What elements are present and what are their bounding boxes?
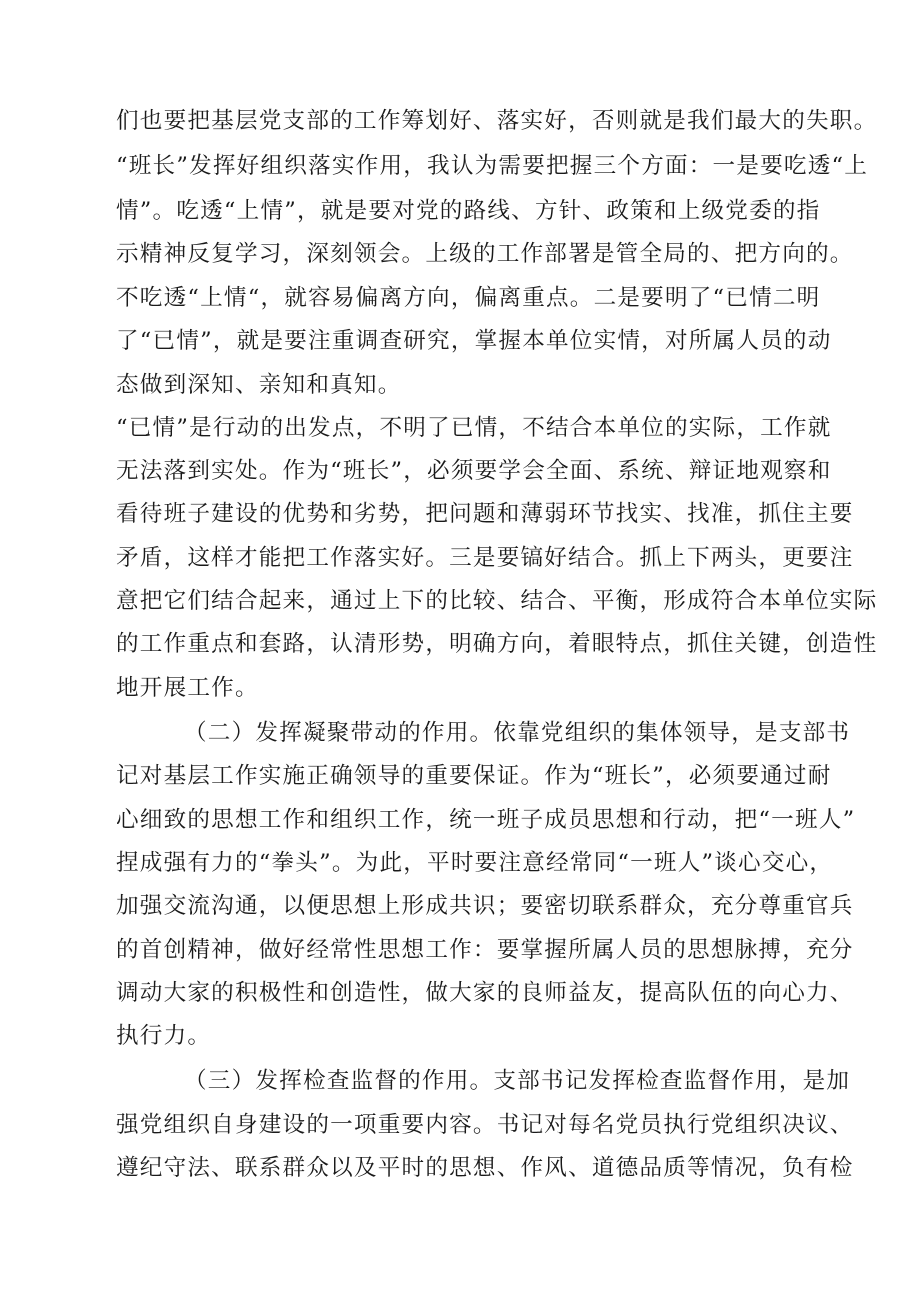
text-line: 调动大家的积极性和创造性，做大家的良师益友，提高队伍的向心力、 (116, 980, 854, 1006)
text-line: 强党组织自身建设的一项重要内容。书记对每名党员执行党组织决议、 (116, 1112, 854, 1138)
text-line: 意把它们结合起来，通过上下的比较、结合、平衡，形成符合本单位实际 (116, 588, 878, 614)
text-line: “已情”是行动的出发点，不明了已情，不结合本单位的实际，工作就 (116, 415, 832, 441)
text-line: 的首创精神，做好经常性思想工作：要掌握所属人员的思想脉搏，充分 (116, 937, 854, 963)
text-line: 态做到深知、亲知和真知。 (116, 372, 402, 398)
text-line: 了“已情”，就是要注重调查研究，掌握本单位实情，对所属人员的动 (116, 328, 832, 354)
text-line: 无法落到实处。作为“班长”，必须要学会全面、系统、辩证地观察和 (116, 458, 832, 484)
text-line: 执行力。 (116, 1023, 212, 1049)
text-line: 地开展工作。 (116, 675, 259, 701)
text-line: 遵纪守法、联系群众以及平时的思想、作风、道德品质等情况，负有检 (116, 1155, 854, 1181)
text-line: 看待班子建设的优势和劣势，把问题和薄弱环节找实、找准，抓住主要 (116, 501, 854, 527)
text-line: 的工作重点和套路，认清形势，明确方向，着眼特点，抓住关键，创造性 (116, 631, 878, 657)
paragraph-heading-3: （三）发挥检查监督的作用。支部书记发挥检查监督作用，是加 (184, 1068, 851, 1094)
text-line: 不吃透“上情“，就容易偏离方向，偏离重点。二是要明了“已情二明 (116, 285, 821, 311)
text-line: 加强交流沟通，以便思想上形成共识；要密切联系群众，充分尊重官兵 (116, 893, 854, 919)
text-line: 捏成强有力的“拳头”。为此，平时要注意经常同“一班人”谈心交心， (116, 850, 834, 876)
text-line: 们也要把基层党支部的工作筹划好、落实好，否则就是我们最大的失职。 (116, 108, 878, 134)
text-line: “班长”发挥好组织落实作用，我认为需要把握三个方面：一是要吃透“上 (116, 153, 869, 179)
text-line: 矛盾，这样才能把工作落实好。三是要镐好结合。抓上下两头，更要注 (116, 545, 854, 571)
paragraph-heading-2: （二）发挥凝聚带动的作用。依靠党组织的集体领导，是支部书 (184, 720, 851, 746)
text-line: 记对基层工作实施正确领导的重要保证。作为“班长”，必须要通过耐 (116, 763, 832, 789)
text-line: 情”。吃透“上情”，就是要对党的路线、方针、政策和上级党委的指 (116, 198, 821, 224)
text-line: 示精神反复学习，深刻领会。上级的工作部署是管全局的、把方向的。 (116, 241, 854, 267)
text-line: 心细致的思想工作和组织工作，统一班子成员思想和行动，把“一班人” (116, 807, 856, 833)
